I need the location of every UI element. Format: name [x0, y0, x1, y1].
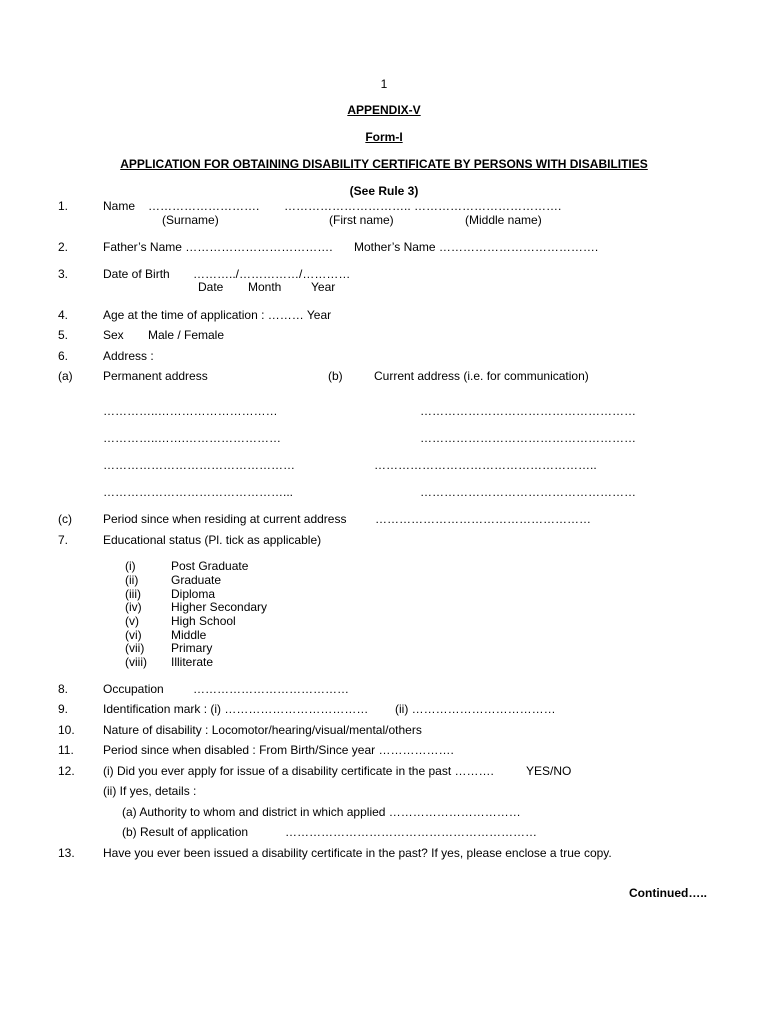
q12-number: 12.	[58, 764, 75, 778]
mother-name-field[interactable]: Mother’s Name ………………………………….	[354, 240, 599, 254]
education-label: Educational status (Pl. tick as applicable)	[103, 533, 322, 547]
sex-label: Sex	[103, 328, 124, 342]
current-address-line[interactable]: ………………………………………………	[420, 431, 636, 445]
identification-mark-1-field[interactable]: Identification mark : (i) ………………………………	[103, 702, 369, 716]
current-address-line[interactable]: ………………………………………………	[420, 404, 636, 418]
dob-label: Date of Birth	[103, 267, 170, 281]
q13-number: 13.	[58, 846, 75, 860]
education-option[interactable]: High School	[171, 614, 236, 628]
permanent-address-line[interactable]: ………………………………………...	[103, 485, 294, 499]
application-result-label: (b) Result of application	[122, 825, 249, 839]
q3-number: 3.	[58, 267, 69, 281]
q4-number: 4.	[58, 308, 69, 322]
rule-reference: (See Rule 3)	[349, 184, 419, 198]
first-name-caption: (First name)	[329, 213, 394, 227]
q9-number: 9.	[58, 702, 69, 716]
q6a-number: (a)	[58, 369, 73, 383]
page-number: 1	[380, 77, 388, 91]
sex-options[interactable]: Male / Female	[148, 328, 225, 342]
form-heading: Form-I	[365, 130, 403, 144]
q5-number: 5.	[58, 328, 69, 342]
current-address-line[interactable]: ………………………………………………..	[374, 458, 597, 472]
q1-number: 1.	[58, 199, 69, 213]
education-option[interactable]: Higher Secondary	[171, 600, 268, 614]
q6-number: 6.	[58, 349, 69, 363]
q2-number: 2.	[58, 240, 69, 254]
education-item-number: (iv)	[125, 600, 142, 614]
father-name-field[interactable]: Father’s Name ……………………………….	[103, 240, 333, 254]
education-option[interactable]: Graduate	[171, 573, 222, 587]
education-option[interactable]: Primary	[171, 641, 213, 655]
dob-year-caption: Year	[311, 280, 336, 294]
application-result-field[interactable]: ………………………………………………………	[285, 825, 537, 839]
education-option[interactable]: Middle	[171, 628, 207, 642]
prior-application-yes-no[interactable]: YES/NO	[526, 764, 572, 778]
q6b-number: (b)	[328, 369, 343, 383]
prior-application-details-label: (ii) If yes, details :	[103, 784, 197, 798]
q8-number: 8.	[58, 682, 69, 696]
q6c-number: (c)	[58, 512, 72, 526]
residence-period-field[interactable]: ………………………………………………	[375, 512, 591, 526]
permanent-address-line[interactable]: …………………………………………	[103, 458, 295, 472]
appendix-heading: APPENDIX-V	[347, 103, 421, 117]
education-item-number: (i)	[125, 559, 136, 573]
disability-nature-field[interactable]: Nature of disability : Locomotor/hearing/visual/mental/others	[103, 723, 422, 737]
current-address-line[interactable]: ………………………………………………	[420, 485, 636, 499]
education-item-number: (v)	[125, 614, 139, 628]
occupation-field[interactable]: …………………………………	[193, 682, 349, 696]
disability-period-field[interactable]: Period since when disabled : From Birth/Since year ……………….	[103, 743, 454, 757]
education-item-number: (ii)	[125, 573, 139, 587]
current-address-label: Current address (i.e. for communication)	[374, 369, 589, 383]
prior-certificate-question: Have you ever been issued a disability certificate in the past? If yes, please enclose a true copy.	[103, 846, 612, 860]
dob-month-caption: Month	[248, 280, 282, 294]
education-option[interactable]: Post Graduate	[171, 559, 249, 573]
q7-number: 7.	[58, 533, 69, 547]
age-field[interactable]: Age at the time of application : ……… Year	[103, 308, 332, 322]
q11-number: 11.	[58, 743, 74, 757]
middle-name-caption: (Middle name)	[465, 213, 542, 227]
q10-number: 10.	[58, 723, 75, 737]
page-title: APPLICATION FOR OBTAINING DISABILITY CERTIFICATE BY PERSONS WITH DISABILITIES	[120, 157, 648, 171]
identification-mark-2-field[interactable]: (ii) ………………………………	[395, 702, 556, 716]
permanent-address-line[interactable]: …………..…………………………	[103, 404, 278, 418]
education-option[interactable]: Diploma	[171, 587, 216, 601]
residence-period-label: Period since when residing at current address	[103, 512, 347, 526]
education-item-number: (viii)	[125, 655, 147, 669]
q1-label: Name	[103, 199, 136, 213]
continued-note: Continued…..	[629, 886, 707, 900]
permanent-address-line[interactable]: …………..…….……………………	[103, 431, 282, 445]
education-item-number: (vi)	[125, 628, 142, 642]
dob-date-caption: Date	[198, 280, 224, 294]
first-middle-name-field[interactable]: ………………………….. ……………………………….	[284, 199, 562, 213]
education-option[interactable]: Illiterate	[171, 655, 214, 669]
occupation-label: Occupation	[103, 682, 164, 696]
surname-field[interactable]: ……………………….	[148, 199, 260, 213]
prior-application-question: (i) Did you ever apply for issue of a disability certificate in the past ……….	[103, 764, 494, 778]
education-item-number: (vii)	[125, 641, 145, 655]
applied-authority-field[interactable]: (a) Authority to whom and district in which applied ……………………………	[122, 805, 521, 819]
address-label: Address :	[103, 349, 154, 363]
dob-field[interactable]: ………../……………/…………	[193, 267, 351, 281]
education-item-number: (iii)	[125, 587, 141, 601]
permanent-address-label: Permanent address	[103, 369, 208, 383]
surname-caption: (Surname)	[162, 213, 219, 227]
